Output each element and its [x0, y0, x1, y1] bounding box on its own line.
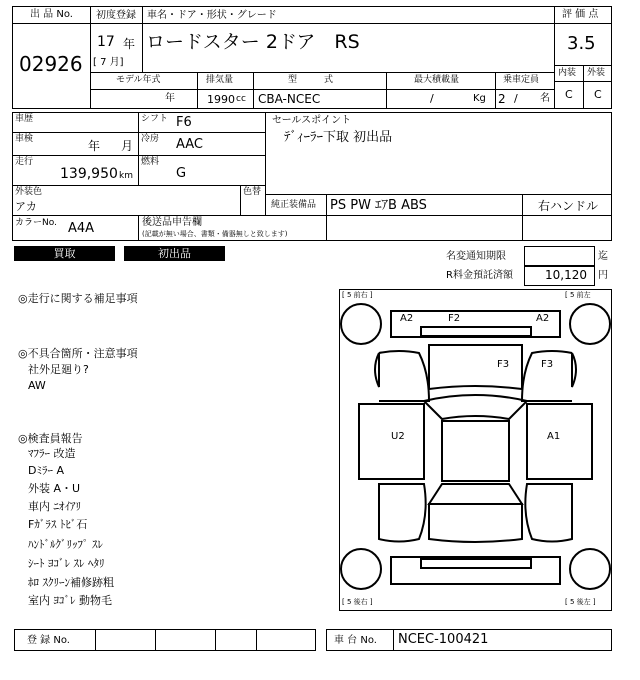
fuel-value: G [176, 166, 187, 181]
defect-notes-title: ◎不具合箇所・注意事項 [18, 347, 138, 360]
lot-label: 出 品 No. [30, 9, 73, 20]
first-reg-label: 初度登録 [96, 10, 136, 21]
interior-label: 内装 [558, 68, 577, 78]
mileage-value: 139,950 [60, 166, 118, 182]
first-listing-button: 初出品 [124, 246, 225, 261]
exterior-grade: C [594, 88, 602, 101]
corner-label-front-right: [ 5 前右 ] [342, 291, 373, 299]
inspector-line: 室内 ﾖｺﾞﾚ 動物毛 [28, 594, 112, 607]
steering-side: 右ハンドル [538, 199, 599, 213]
sales-point-label: セールスポイント [272, 115, 352, 126]
damage-mark-a1: A1 [547, 431, 561, 442]
docs-note: (記載が無い場合、書類・備器無しと致します) [142, 230, 288, 238]
max-load-slash: / [430, 92, 434, 105]
wheel-front-left [570, 304, 610, 344]
inspection-month-unit: 月 [121, 139, 134, 153]
buy-button: 買取 [14, 246, 115, 261]
front-bumper [391, 311, 560, 337]
front-grille [421, 327, 531, 336]
inspection-label: 車検 [15, 134, 34, 144]
recycle-label: R料金預託済額 [446, 270, 513, 281]
max-load-label: 最大積載量 [414, 75, 460, 85]
first-reg-year-unit: 年 [123, 37, 136, 51]
equipment-label: 純正装備品 [271, 200, 317, 210]
type-value: CBA-NCEC [258, 92, 321, 106]
history-label: 車歴 [15, 114, 34, 124]
first-reg-month: [ 7 月] [93, 57, 124, 68]
model-year-unit: 年 [165, 93, 175, 104]
driving-notes-title: ◎走行に関する補足事項 [18, 292, 138, 305]
color-no-label: カラーNo. [15, 218, 57, 228]
capacity-slash: / [514, 92, 518, 105]
inspector-line: ﾏﾌﾗｰ 改造 [28, 447, 76, 460]
color-no-value: A4A [68, 221, 95, 236]
corner-label-front-left: [ 5 前左 [565, 291, 591, 299]
recycle-amount: 10,120 [545, 268, 587, 282]
exterior-label: 外装 [587, 68, 606, 78]
displacement-value: 1990 [207, 93, 235, 106]
ext-color-label: 外装色 [15, 187, 43, 197]
inspection-year-unit: 年 [88, 139, 101, 153]
docs-label: 後送品申告欄 [142, 217, 202, 228]
interior-grade: C [565, 88, 573, 101]
displacement-unit: cc [236, 94, 246, 104]
windshield [424, 395, 527, 419]
inspector-line: ｼｰﾄ ﾖｺﾞﾚ ｽﾚ ﾍﾀﾘ [28, 557, 105, 570]
inspector-notes-title: ◎検査員報告 [18, 432, 83, 445]
inspector-line: ﾎﾛ ｽｸﾘｰﾝ補修跡粗 [28, 576, 114, 589]
score-label: 評 価 点 [562, 9, 599, 20]
cabin-roof [442, 421, 509, 481]
inspector-line: Dﾐﾗｰ A [28, 464, 64, 477]
rear-panel [421, 559, 531, 568]
wheel-front-right [341, 304, 381, 344]
recycle-unit: 円 [598, 270, 608, 281]
capacity-value: 2 [498, 92, 506, 106]
rear-quarter-left [525, 484, 572, 542]
wheel-rear-right [341, 549, 381, 589]
rear-bumper [391, 557, 560, 584]
mileage-label: 走行 [15, 157, 34, 167]
ac-value: AAC [176, 137, 203, 152]
corner-label-rear-right: [ 5 後右 ] [342, 598, 373, 606]
model-year-label: モデル年式 [116, 75, 161, 85]
inspector-line: 車内 ﾆｵｲｱﾘ [28, 500, 81, 513]
details-box [12, 112, 266, 216]
damage-mark-a2-left-side: A2 [536, 313, 550, 324]
displacement-label: 排気量 [206, 75, 234, 85]
name-change-unit: 迄 [598, 251, 608, 262]
mileage-unit: km [119, 171, 133, 181]
rear-quarter-right [379, 484, 426, 542]
damage-mark-u2: U2 [391, 431, 405, 442]
inspector-line: 外装 A・U [28, 482, 81, 495]
capacity-unit: 名 [540, 93, 550, 104]
first-reg-year: 17 [97, 34, 115, 50]
damage-mark-f3-right: F3 [541, 359, 554, 370]
car-name-label: 車名・ドア・形状・グレード [147, 10, 277, 21]
max-load-unit: Kg [473, 93, 486, 104]
rear-deck [429, 484, 522, 504]
chassis-number: NCEC-100421 [398, 632, 489, 647]
corner-label-rear-left: [ 5 後左 ] [565, 598, 596, 606]
defect-line: AW [28, 379, 46, 392]
fuel-label: 燃料 [141, 157, 160, 167]
trunk [429, 504, 522, 542]
score-value: 3.5 [567, 33, 596, 54]
name-change-field [524, 246, 595, 266]
wheel-rear-left [570, 549, 610, 589]
name-change-label: 名変通知期限 [446, 251, 506, 262]
car-diagram [339, 289, 612, 611]
damage-mark-f3-left: F3 [497, 359, 510, 370]
equipment-value: PS PW ｴｱB ABS [330, 198, 427, 213]
capacity-label: 乗車定員 [503, 75, 540, 85]
shift-label: シフト [141, 114, 169, 124]
lot-number: 02926 [19, 52, 83, 76]
color-change-label: 色替 [243, 187, 262, 197]
shift-value: F6 [176, 115, 192, 130]
chassis-label: 車 台 No. [334, 635, 377, 646]
ext-color-value: アカ [15, 200, 37, 213]
sales-point-text: ﾃﾞｨｰﾗｰ下取 初出品 [284, 130, 393, 145]
registration-label: 登 録 No. [27, 635, 70, 646]
damage-mark-a2-right-side: A2 [400, 313, 414, 324]
damage-mark-f2: F2 [448, 313, 461, 324]
car-name: ロードスター 2ドア RS [146, 31, 360, 53]
inspector-line: ﾊﾝﾄﾞﾙｸﾞﾘｯﾌﾟ ｽﾚ [28, 538, 103, 551]
defect-line: 社外足廻り? [28, 363, 89, 376]
side-front-right [375, 351, 429, 401]
inspector-line: Fｶﾞﾗｽ ﾄﾋﾞ石 [28, 518, 88, 531]
ac-label: 冷房 [141, 134, 160, 144]
type-label: 型 式 [288, 75, 334, 85]
